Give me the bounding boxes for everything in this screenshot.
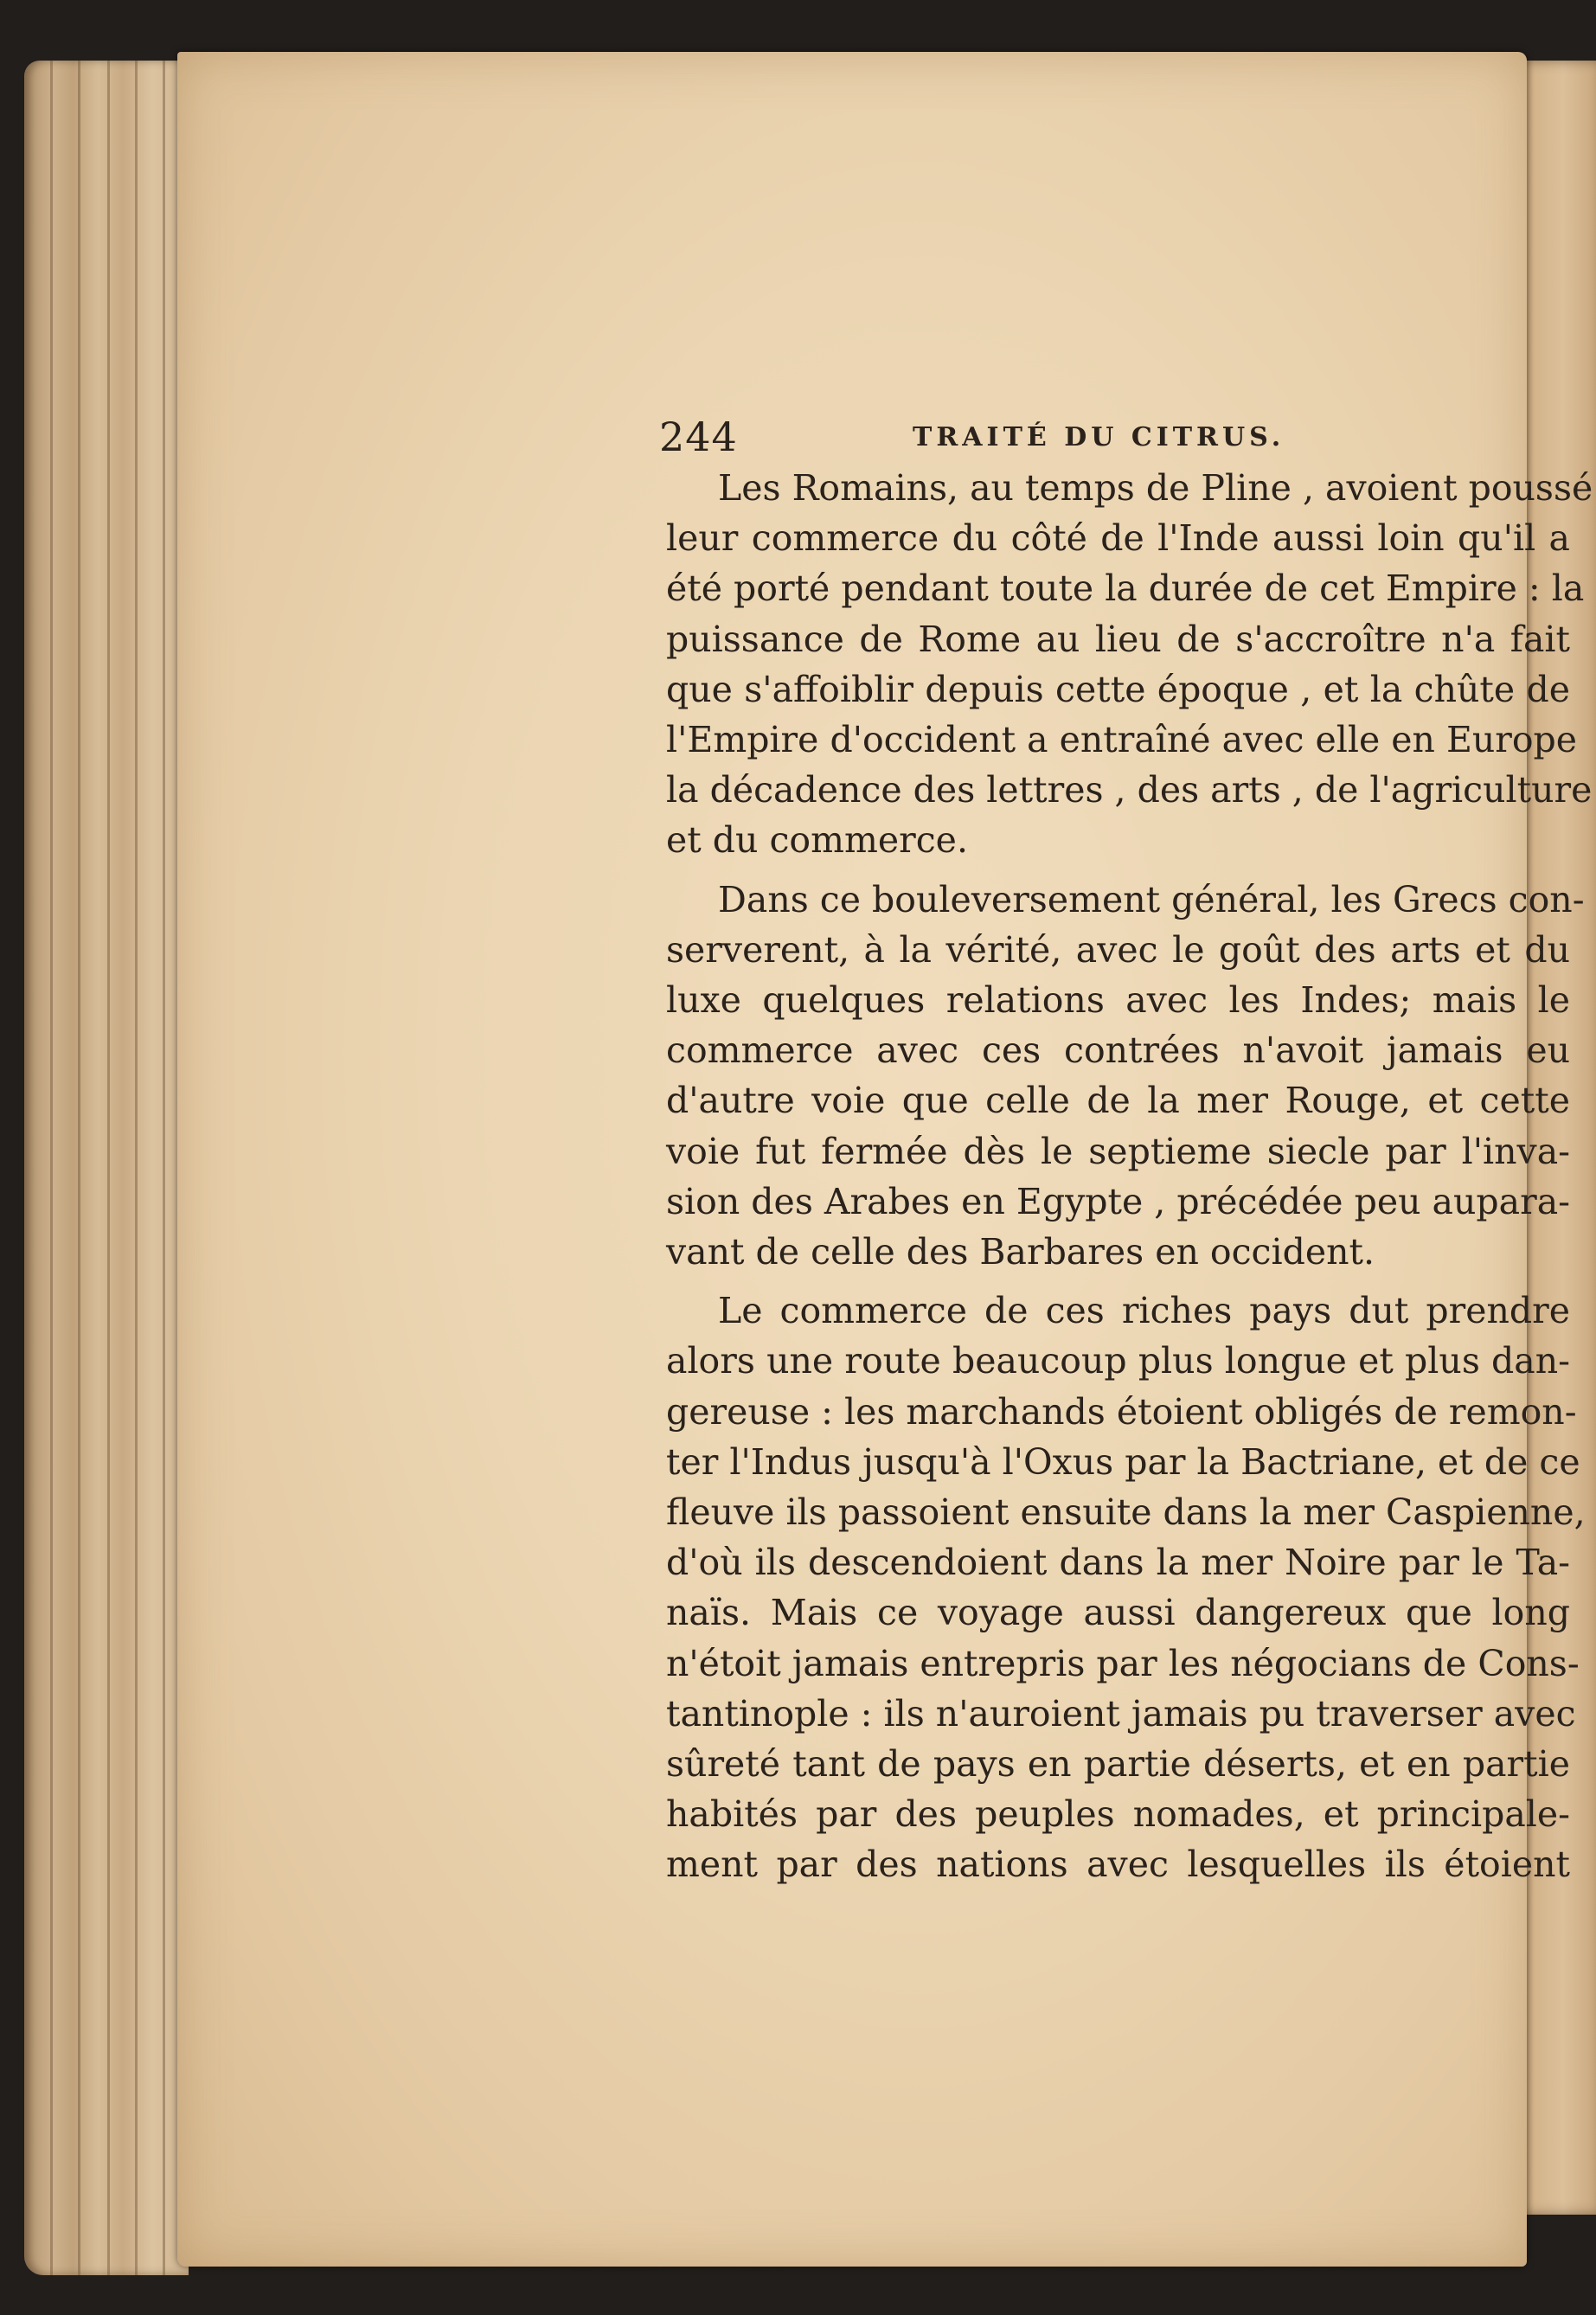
text-line: Le commerce de ces riches pays dut prendre	[718, 1290, 1570, 1332]
paragraph-3	[666, 1286, 1586, 1889]
text-line: gereuse : les marchands étoient obligés de remon-	[666, 1390, 1577, 1433]
page-edge	[163, 61, 165, 2275]
text-line: Les Romains, au temps de Pline , avoient poussé	[718, 467, 1593, 509]
text-line: vant de celle des Barbares en occident.	[666, 1231, 1375, 1273]
text-line: puissance de Rome au lieu de s'accroître n'a fait	[666, 618, 1570, 660]
text-line: l'Empire d'occident a entraîné avec elle en Europe	[666, 719, 1578, 761]
text-line: fleuve ils passoient ensuite dans la mer Caspienne,	[666, 1491, 1586, 1534]
text-line: et du commerce.	[666, 819, 968, 862]
text-line: commerce avec ces contrées n'avoit jamais eu	[666, 1029, 1570, 1072]
text-line: ter l'Indus jusqu'à l'Oxus par la Bactriane, et de ce	[666, 1440, 1580, 1483]
text-line: Dans ce bouleversement général, les Grecs con-	[718, 878, 1585, 920]
book-page	[177, 52, 1593, 2267]
text-line: ment par des nations avec lesquelles ils étoient	[666, 1844, 1570, 1886]
text-line: voie fut fermée dès le septieme siecle par l'inva-	[666, 1130, 1570, 1172]
page-edge	[78, 61, 80, 2275]
text-line: serverent, à la vérité, avec le goût des arts et du	[666, 928, 1570, 971]
text-line: sion des Arabes en Egypte , précédée peu aupara-	[666, 1180, 1570, 1222]
running-title: TRAITÉ DU CITRUS.	[913, 422, 1285, 452]
text-line: que s'affoiblir depuis cette époque , et la chûte de	[666, 668, 1570, 710]
paragraph-1	[666, 463, 1593, 866]
text-line: leur commerce du côté de l'Inde aussi loin qu'il a	[666, 517, 1570, 560]
running-head	[659, 411, 1570, 463]
text-line: d'où ils descendoient dans la mer Noire par le Ta-	[666, 1542, 1570, 1584]
text-line: sûreté tant de pays en partie déserts, et en partie	[666, 1743, 1570, 1786]
text-line: tantinople : ils n'auroient jamais pu traverser avec	[666, 1692, 1576, 1735]
text-line: été porté pendant toute la durée de cet Empire : la	[666, 568, 1585, 610]
page-edge	[107, 61, 110, 2275]
text-line: naïs. Mais ce voyage aussi dangereux que long	[666, 1592, 1570, 1634]
page-edge	[135, 61, 138, 2275]
paragraph-2	[666, 875, 1585, 1278]
page-edge	[50, 61, 53, 2275]
text-line: la décadence des lettres , des arts , de l'agriculture	[666, 769, 1593, 811]
text-line: luxe quelques relations avec les Indes; mais le	[666, 979, 1570, 1022]
text-line: d'autre voie que celle de la mer Rouge, et cette	[666, 1080, 1570, 1122]
text-line: n'étoit jamais entrepris par les négocians de Cons-	[666, 1642, 1580, 1684]
text-block	[659, 411, 1593, 1890]
page-number: 244	[659, 414, 738, 460]
page-stack-edges	[24, 61, 189, 2275]
text-line: alors une route beaucoup plus longue et plus dan-	[666, 1340, 1570, 1382]
text-line: habités par des peuples nomades, et principale-	[666, 1793, 1570, 1836]
